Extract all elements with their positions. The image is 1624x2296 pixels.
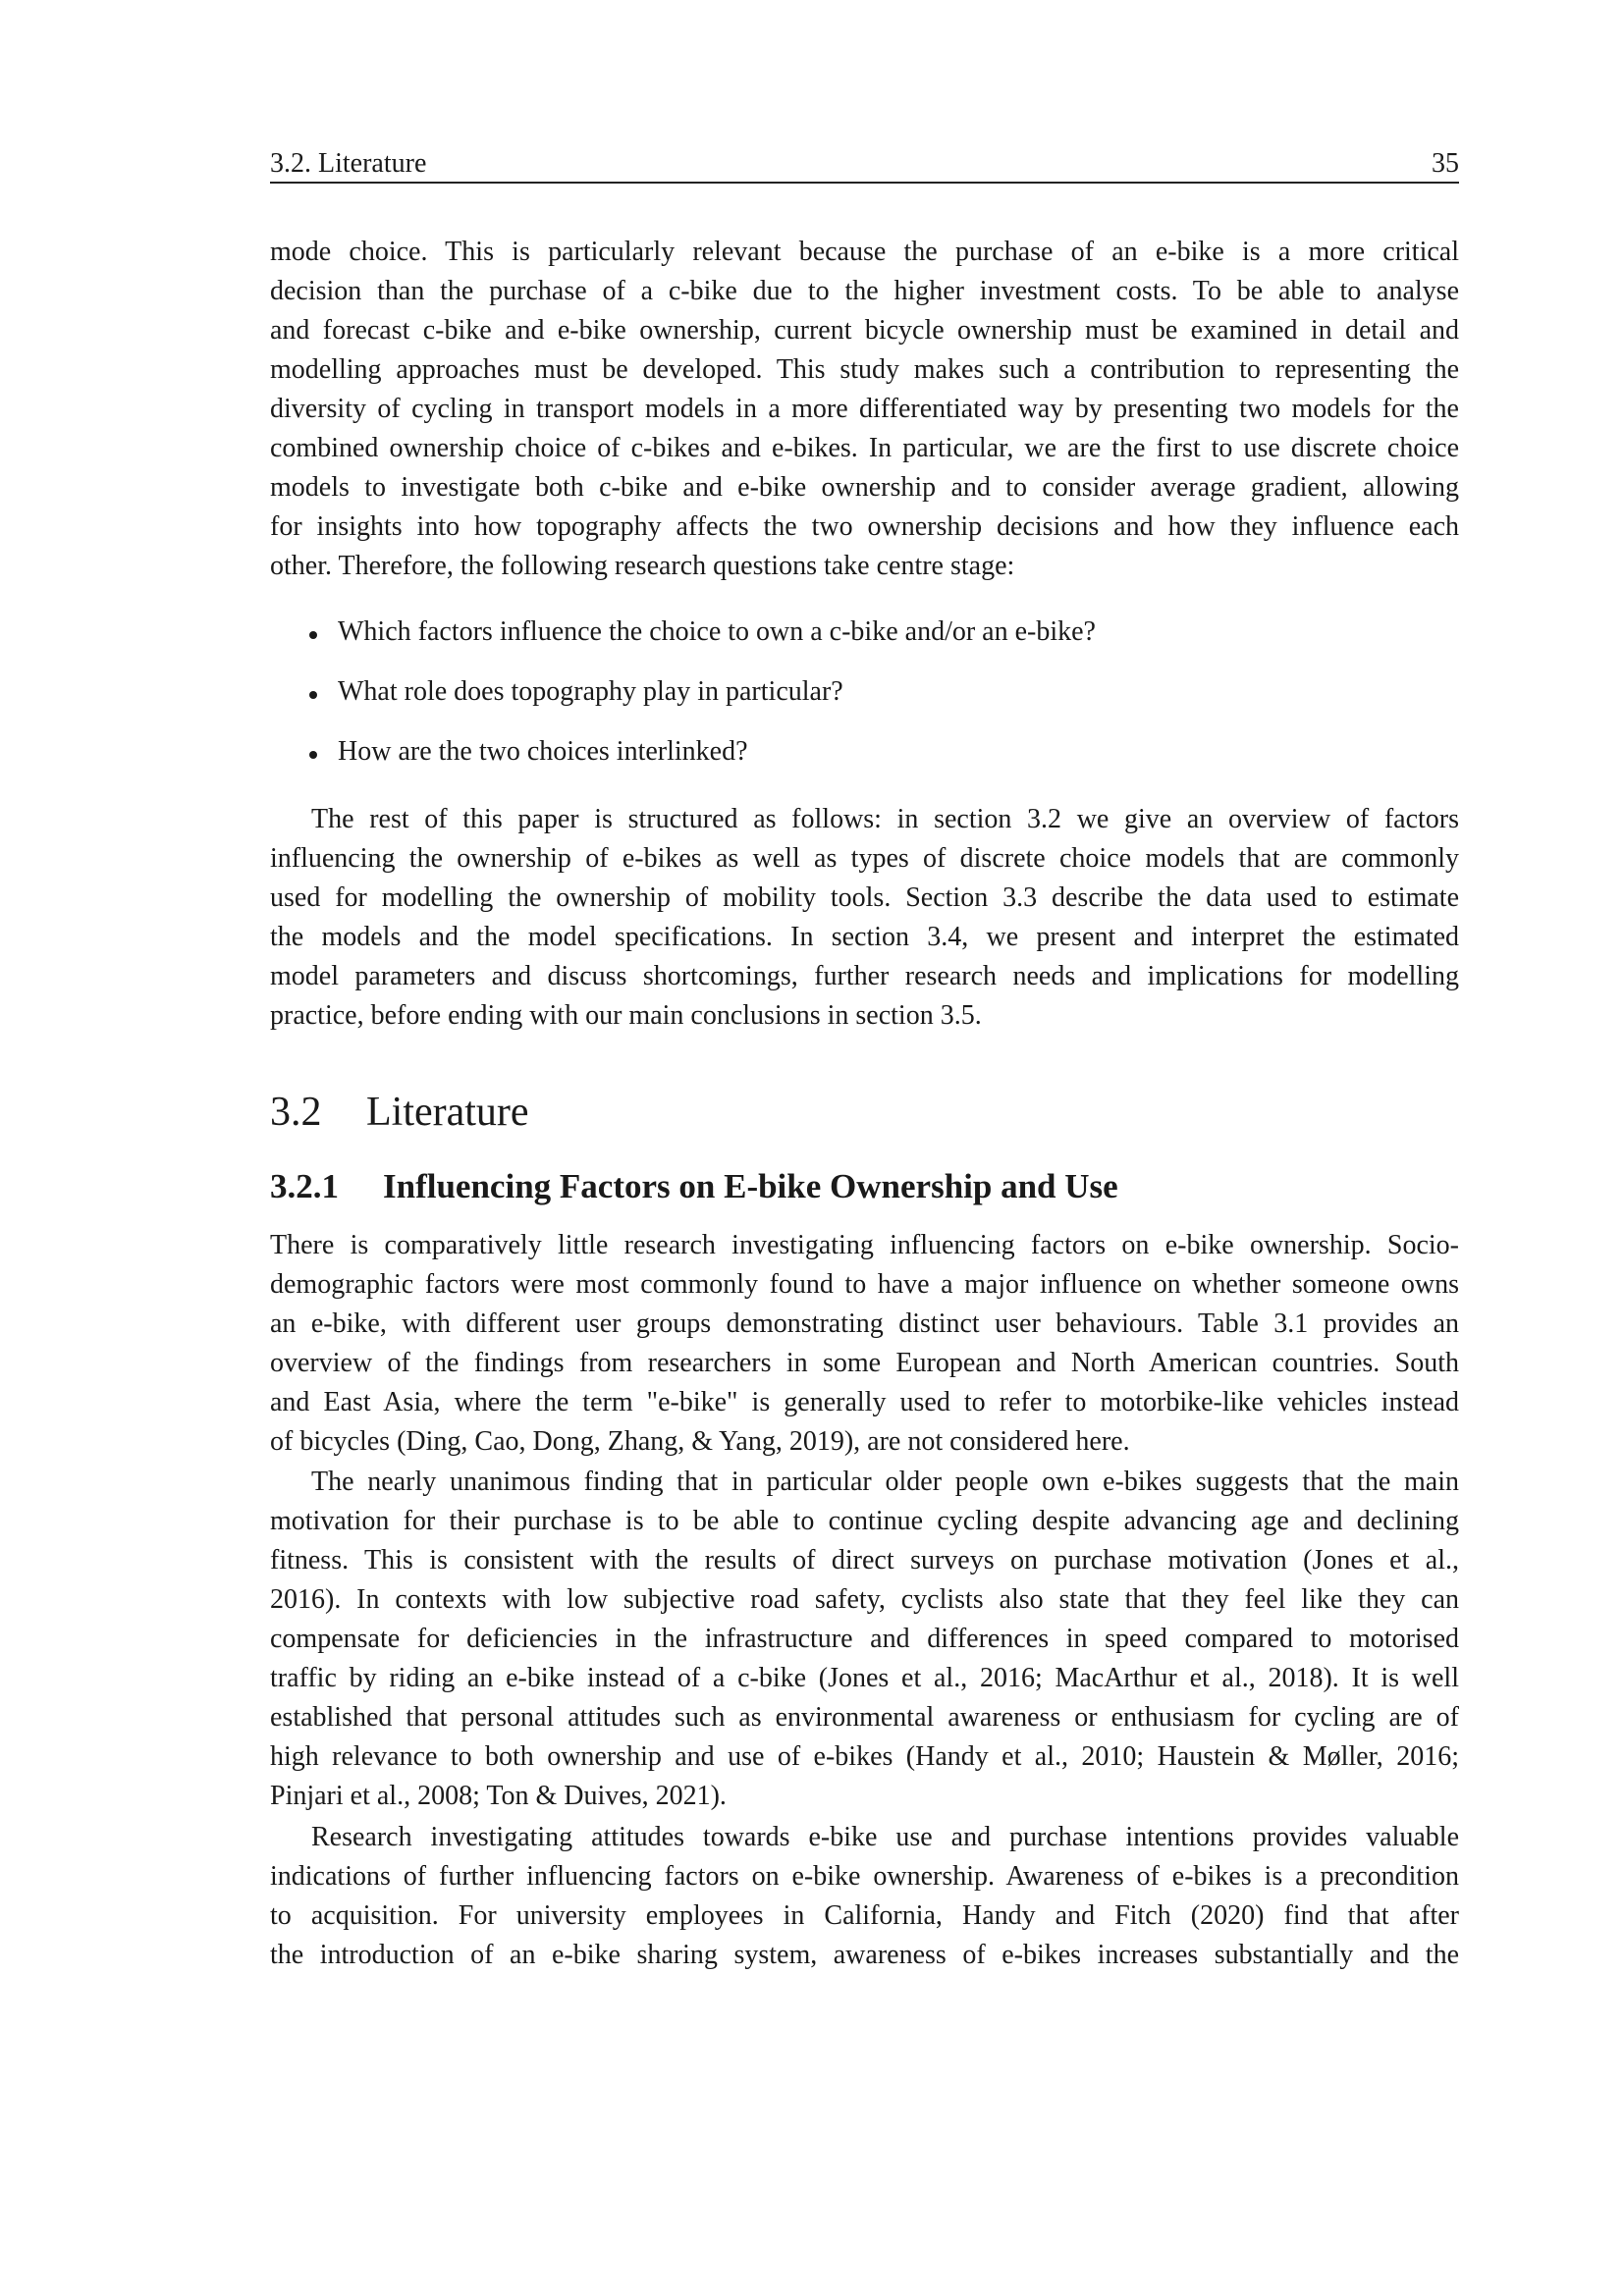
text-line: of bicycles (Ding, Cao, Dong, Zhang, & Yang, 2019), are not considered here. <box>270 1426 1130 1457</box>
section-heading <box>270 1088 529 1137</box>
section-title: Literature <box>366 1090 529 1135</box>
text-line: practice, before ending with our main conclusions in section 3.5. <box>270 1000 982 1031</box>
text-line: The nearly unanimous finding that in particular older people own e-bikes suggests that the main <box>311 1467 1459 1497</box>
text-line: established that personal attitudes such as environmental awareness or enthusiasm for cycling are of <box>270 1702 1459 1733</box>
text-line: the introduction of an e-bike sharing system, awareness of e-bikes increases substantially and the <box>270 1940 1459 1970</box>
research-questions-list <box>270 613 1459 792</box>
text-line: demographic factors were most commonly found to have a major influence on whether someone owns <box>270 1269 1459 1300</box>
text-line: to acquisition. For university employees in California, Handy and Fitch (2020) find that after <box>270 1900 1459 1931</box>
text-line: an e-bike, with different user groups demonstrating distinct user behaviours. Table 3.1 provides an <box>270 1308 1459 1339</box>
list-item <box>270 732 1459 772</box>
text-line: other. Therefore, the following research questions take centre stage: <box>270 551 1015 581</box>
bullet-icon <box>309 751 317 759</box>
text-line: model parameters and discuss shortcomings, further research needs and implications for modelling <box>270 961 1459 991</box>
text-line: fitness. This is consistent with the results of direct surveys on purchase motivation (Jones et al., <box>270 1545 1459 1575</box>
text-line: influencing the ownership of e-bikes as well as types of discrete choice models that are commonly <box>270 843 1459 874</box>
subsection-title: Influencing Factors on E-bike Ownership and Use <box>383 1167 1118 1205</box>
text-line: overview of the findings from researchers in some European and North American countries. South <box>270 1348 1459 1378</box>
page-number: 35 <box>1432 148 1459 179</box>
list-item-text: Which factors influence the choice to own a c-bike and/or an e-bike? <box>338 616 1096 647</box>
paragraph <box>270 233 1459 586</box>
text-line: models to investigate both c-bike and e-bike ownership and to consider average gradient, allowing <box>270 472 1459 503</box>
paragraph <box>270 1818 1459 1975</box>
running-header <box>270 144 1459 184</box>
text-line: Research investigating attitudes towards e-bike use and purchase intentions provides valuable <box>311 1822 1459 1852</box>
paragraph <box>270 1226 1459 1462</box>
text-line: and forecast c-bike and e-bike ownership, current bicycle ownership must be examined in detail and <box>270 315 1459 346</box>
list-item-text: What role does topography play in particular? <box>338 676 843 707</box>
text-line: combined ownership choice of c-bikes and e-bikes. In particular, we are the first to use discrete choice <box>270 433 1459 463</box>
paragraph <box>270 800 1459 1036</box>
header-rule <box>270 182 1459 184</box>
subsection-number: 3.2.1 <box>270 1167 339 1205</box>
list-item <box>270 613 1459 652</box>
text-line: There is comparatively little research investigating influencing factors on e-bike ownership. Socio- <box>270 1230 1459 1260</box>
list-item <box>270 672 1459 712</box>
text-line: compensate for deficiencies in the infrastructure and differences in speed compared to motorised <box>270 1624 1459 1654</box>
text-line: 2016). In contexts with low subjective road safety, cyclists also state that they feel like they can <box>270 1584 1459 1615</box>
text-line: The rest of this paper is structured as follows: in section 3.2 we give an overview of factors <box>311 804 1459 834</box>
text-line: mode choice. This is particularly relevant because the purchase of an e-bike is a more critical <box>270 237 1459 267</box>
running-head-title: 3.2. Literature <box>270 148 427 179</box>
text-line: modelling approaches must be developed. This study makes such a contribution to representing the <box>270 354 1459 385</box>
paragraph <box>270 1463 1459 1816</box>
text-line: traffic by riding an e-bike instead of a c-bike (Jones et al., 2016; MacArthur et al., 2018). It is well <box>270 1663 1459 1693</box>
text-line: high relevance to both ownership and use of e-bikes (Handy et al., 2010; Haustein & Møller, 2016; <box>270 1741 1459 1772</box>
subsection-heading <box>270 1165 1118 1208</box>
bullet-icon <box>309 691 317 699</box>
list-item-text: How are the two choices interlinked? <box>338 736 748 767</box>
text-line: the models and the model specifications. In section 3.4, we present and interpret the estimated <box>270 922 1459 952</box>
text-line: decision than the purchase of a c-bike due to the higher investment costs. To be able to analyse <box>270 276 1459 306</box>
section-number: 3.2 <box>270 1090 322 1135</box>
text-line: diversity of cycling in transport models in a more differentiated way by presenting two models for the <box>270 394 1459 424</box>
text-line: indications of further influencing factors on e-bike ownership. Awareness of e-bikes is a precondition <box>270 1861 1459 1892</box>
text-line: Pinjari et al., 2008; Ton & Duives, 2021). <box>270 1781 727 1811</box>
text-line: motivation for their purchase is to be able to continue cycling despite advancing age and declining <box>270 1506 1459 1536</box>
text-line: and East Asia, where the term "e-bike" is generally used to refer to motorbike-like vehicles instead <box>270 1387 1459 1417</box>
bullet-icon <box>309 631 317 639</box>
text-line: used for modelling the ownership of mobility tools. Section 3.3 describe the data used to estimate <box>270 882 1459 913</box>
text-line: for insights into how topography affects the two ownership decisions and how they influence each <box>270 511 1459 542</box>
